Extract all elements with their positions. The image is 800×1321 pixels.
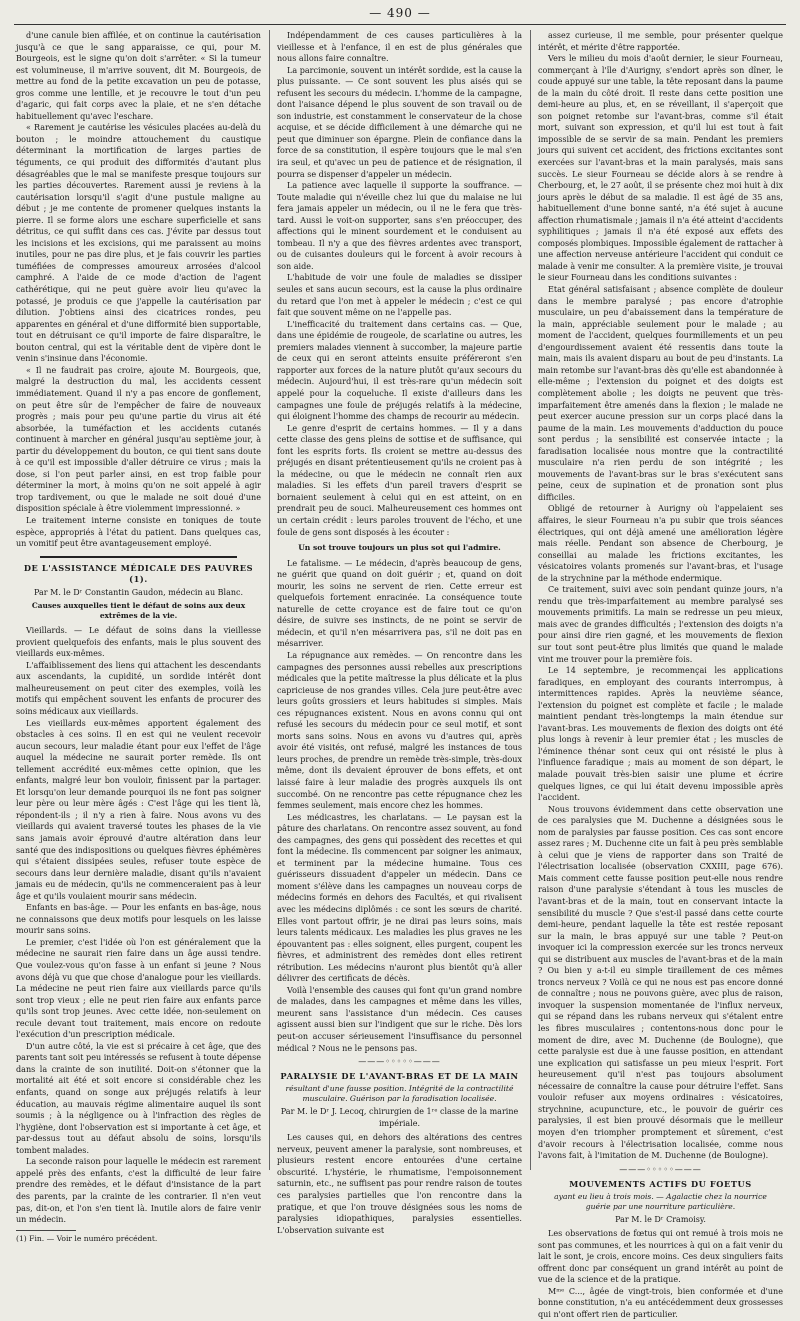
paragraph: L'affaiblissement des liens qui attachent les descendants aux ascendants, la cupidité, un sordide intérêt dont malheureusement on peut citer des exemples, voilà les motifs qui empêchent souvent les enfants de procurer des soins médicaux aux vieillards. [16,660,261,716]
paragraph: Les observations de fœtus qui ont remué à trois mois ne sont pas communes, et les nourrices à qui on a fait venir du lait le sont, je crois, encore moins. Ces deux singuliers faits offrent donc par conséquent un grand intérêt au point de vue de la science et de la pratique. [538,1229,783,1285]
paragraph: d'une canule bien affilée, et on continue la cautérisation jusqu'à ce que le sang apparaisse, ce qui, pour M. Bourgeois, est le signe qu'on doit s'arrêter. « Si la tumeur est volumineuse, il m'arrive souvent, dit M. Bourgeois, de mettre au fond de la petite excavation un peu de potasse, gros comme une lentille, et je recouvre le tout d'un peu d'agaric, qui fait corps avec la plaie, et ne s'en détache habituellement qu'avec l'eschare. [16,31,261,121]
paragraph: Enfants en bas-âge. — Pour les enfants en bas-âge, nous ne connaissons que deux motifs pour lesquels on les laisse mourir sans soins. [16,903,261,936]
paragraph: L'habitude de voir une foule de maladies se dissiper seules et sans aucun secours, est la cause la plus ordinaire du retard que l'on met à appeler le médecin ; c'est ce qui fait que souvent même on ne l'appelle pas. [277,273,522,318]
column-3 [538,30,783,1319]
paragraph: Vers le milieu du mois d'août dernier, le sieur Fourneau, commerçant à l'île d'Aurigny, s'endort après son dîner, le coude appuyé sur une table, la tête reposant dans la paume de la main du côté droit. Il reste dans cette position une demi-heure au plus, et, en se réveillant, il s'aperçoit que son poignet retombe sur l'avant-bras, comme s'il était mort, suivant son expression, et qu'il lui est tout à fait impossible de se servir de sa main. Pendant les premiers jours qui suivent cet accident, des frictions excitantes sont exercées sur l'avant-bras et la main paralysés, mais sans succès. Le sieur Fourneau se décide alors à se rendre à Cherbourg, et, le 27 août, il se présente chez moi huit à dix jours après le début de sa maladie. Il est âgé de 35 ans, habituellement d'une bonne santé, n'a été sujet à aucune affection rhumatismale ; jamais il n'a été atteint d'accidents syphilitiques ; jamais il n'a été exposé aux effets des composés plombiques. Impossible également de rattacher à une affection nerveuse antérieure l'accident qui conduit ce malade à venir me consulter. A la première visite, je trouvai le sieur Fourneau dans les conditions suivantes : [538,54,783,283]
paragraph: Voilà l'ensemble des causes qui font qu'un grand nombre de malades, dans les campagnes et même dans les villes, meurent sans l'assistance d'un médecin. Ces causes agissent aussi bien sur l'indigent que sur le riche. Dès lors peut-on accuser sérieusement l'insuffisance du personnel médical ? Nous ne le pensons pas. [277,985,522,1053]
column-divider [530,30,531,1170]
paragraph: La patience avec laquelle il supporte la souffrance. — Toute maladie qui n'éveille chez lui que du malaise ne lui fera jamais appeler un médecin, ou il ne le fera que très-tard. Aussi le voit-on supporter, sans s'en préoccuper, des affections qui le minent sourdement et le conduisent au tombeau. Il n'y a que des fièvres ardentes avec transport, ou de cuisantes douleurs qui le forcent à avoir recours à son aide. [277,181,522,271]
footnote: (1) Fin. — Voir le numéro précédent. [16,1233,158,1243]
paragraph: Les médicastres, les charlatans. — Le paysan est la pâture des charlatans. On rencontre assez souvent, au fond des campagnes, des gens qui possèdent des recettes et qui font la médecine. Ils commencent par soigner les animaux, et terminent par la médecine humaine. Tous ces guérisseurs dissuadent d'appeler un médecin. Dans ce moment s'élève dans les campagnes un nouveau corps de médecins formés en dehors des Facultés, et qui rivalisent avec les médecins diplômés : ce sont les sœurs de charité. Elles vont partout offrir, je ne dirai pas leurs soins, mais leurs talents médicaux. Les maladies les plus graves ne les épouvantent pas : elles soignent, elles purgent, coupent les fièvres, et administrent des remèdes dont elles retirent rétribution. Les médecins n'auront plus bientôt qu'à aller délivrer des certificats de décès. [277,812,522,984]
paragraph: Ce traitement, suivi avec soin pendant quinze jours, n'a rendu que très-imparfaitement au membre paralysé ses mouvements primitifs. La main se redresse un peu mieux, mais avec de grandes difficultés ; l'extension des doigts n'a pour ainsi dire rien gagné, et les mouvements de flexion sur tout sont peut-être plus limités que quand le malade vint me trouver pour la première fois. [538,585,783,664]
paragraph: Le genre d'esprit de certains hommes. — Il y a dans cette classe des gens pleins de sottise et de suffisance, qui font les esprits forts. Ils croient se mettre au-dessus des préjugés en disant prétentieusement qu'ils ne croient pas à la médecine, ou que le médecin ne connaît rien aux maladies. Si les effets d'un pareil travers d'esprit se bornaient seulement à celui qui en est atteint, on en prendrait peu de souci. Malheureusement ces hommes ont un certain crédit : leurs paroles trouvent de l'écho, et une foule de gens sont disposés à les écouter : [277,423,522,537]
header-rule [14,24,786,25]
paragraph: « Il ne faudrait pas croire, ajoute M. Bourgeois, que, malgré la destruction du mal, les accidents cessent immédiatement. Quand il n'y a pas encore de gonflement, on peut être sûr de l'empêcher de faire de nouveaux progrès ; mais pour peu qu'une partie du virus ait été absorbée, la tuméfaction et les accidents cutanés continuent à marcher en général jusqu'au septième jour, à partir du développement du bouton, ce qui tient sans doute à ce qu'il est impossible d'aller détruire ce virus ; mais la dose, si l'on peut parler ainsi, en est trop faible pour déterminer la mort, à moins qu'on ne soit appelé à agir trop tardivement, ou que le malade ne soit doué d'une disposition spéciale à être violemment impressionné. » [16,365,261,514]
paragraph: L'inefficacité du traitement dans certains cas. — Que, dans une épidémie de rougeole, de scarlatine ou autres, les premiers malades viennent à succomber, la majeure partie de ceux qui en seront atteints ensuite préféreront s'en rapporter aux forces de la nature plutôt qu'aux secours du médecin. Aujourd'hui, il est très-rare qu'un médecin soit appelé pour la coqueluche. Il existe d'ailleurs dans les campagnes une foule de préjugés relatifs à la médecine, qui éloignent l'homme des champs de recourir au médecin. [277,319,522,422]
section-rule [40,556,237,558]
article-title: DE L'ASSISTANCE MÉDICALE DES PAUVRES (1). [23,562,254,584]
paragraph: La répugnance aux remèdes. — On rencontre dans les campagnes des personnes aussi rebelles aux prescriptions médicales que la petite maîtresse la plus délicate et la plus capricieuse de nos grandes villes. Cela jure peut-être avec leurs goûts grossiers et leurs habitudes si simples. Mais ces répugnances existent. Nous en avons connu qui ont refusé les secours du médecin pour ce seul motif, et sont morts sans soins. Nous en avons vu d'autres qui, après avoir été visités, ont refusé, malgré les instances de tous leurs proches, de prendre un remède très-simple, très-doux même, dont ils devaient éprouver de bons effets, et ont laissé faire à leur maladie des progrès auxquels ils ont succombé. On ne rencontre pas cette répugnance chez les femmes seulement, mais encore chez les hommes. [277,650,522,811]
paragraph: Le premier, c'est l'idée où l'on est généralement que la médecine ne saurait rien faire dans un âge aussi tendre. Que voulez-vous qu'on fasse à un enfant si jeune ? Nous avons déjà vu que que chose d'analogue pour les vieillards. La médecine ne peut rien faire aux vieillards parce qu'ils sont trop vieux ; elle ne peut rien faire aux enfants parce qu'ils sont trop jeunes. Avec cette idée, non-seulement on recule devant tout traitement, mais encore on redoute l'exécution d'un prescription médicale. [16,937,261,1040]
paragraph: Vieillards. — Le défaut de soins dans la vieillesse provient quelquefois des enfants, mais le plus souvent des vieillards eux-mêmes. [16,626,261,659]
paragraph: Le fatalisme. — Le médecin, d'après beaucoup de gens, ne guérit que quand on doit guérir ; et, quand on doit mourir, les soins ne servent de rien. Cette erreur est quelquefois fortement enracinée. La conséquence toute naturelle de cette croyance est de faire tout ce qu'on désire, de suivre ses instincts, de ne point se servir de médecin, et qu'il n'en mésarrivera pas, s'il ne doit pas en mésarriver. [277,558,522,649]
ornamental-rule: ———◦◦◦◦◦——— [358,1057,441,1067]
footnote-rule [16,1230,76,1231]
article-subheading: Causes auxquelles tient le défaut de soins aux deux extrêmes de la vie. [31,601,246,621]
paragraph: Nous trouvons évidemment dans cette observation une de ces paralysies que M. Duchenne a désignées sous le nom de paralysies par fausse position. Ces cas sont encore assez rares ; M. Duchenne cite un fait à peu près semblable à celui que je viens de rapporter dans son Traité de l'électrisation localisée (observation CXXIII, page 676). Mais comment cette fausse position peut-elle nous rendre raison d'une paralysie s'étendant à tous les muscles de l'avant-bras et de la main, tout en conservant intacte la sensibilité du muscle ? Que s'est-il passé dans cette courte demi-heure, pendant laquelle la tête est restée reposant sur la main, le bras appuyé sur une table ? Peut-on invoquer ici la compression exercée sur les troncs nerveux qui se distribuent aux muscles de l'avant-bras et de la main ? Ou bien y a-t-il eu simple tiraillement de ces mêmes troncs nerveux ? Voilà ce qui ne nous est pas encore donné de connaître ; nous ne pouvons guère, avec plus de raison, invoquer la suspension momentanée de l'influx nerveux, qui se répand dans les rubans nerveux qui s'étalent entre les fibres musculaires ; contentons-nous donc pour le moment de dire, avec M. Duchenne (de Boulogne), que cette paralysie est due à une fausse position, en attendant une explication qui satisfasse un peu mieux l'esprit. Fort heureusement qu'il n'est pas toujours absolument nécessaire de connaître la cause pour détruire l'effet. Sans vouloir refuser aux moyens ordinaires : vésicatoires, strychnine, acupuncture, etc., le pouvoir de guérir ces paralysies, il est bien prouvé désormais que le meilleur moyen d'en triompher promptement et sûrement, c'est d'avoir recours à l'électrisation localisée, comme nous l'avons fait, à l'imitation de M. Duchenne (de Boulogne). [538,804,783,1161]
paragraph: Le 14 septembre, je recommençai les applications faradiques, en employant des courants interrompus, à intermittences rapides. Après la neuvième séance, l'extension du poignet est complète et facile ; le malade maintient pendant très-longtemps la main étendue sur l'avant-bras. Les mouvements de flexion des doigts ont été plus longs à revenir à leur premier état ; les muscles de l'éminence thénar sont ceux qui ont résisté le plus à l'influence faradique ; mais au moment de son départ, le malade pouvait très-bien saisir une plume et écrire quelques lignes, ce qui lui était devenu impossible après l'accident. [538,666,783,803]
paragraph: La seconde raison pour laquelle le médecin est rarement appelé près des enfants, c'est la difficulté de leur faire prendre des remèdes, et le défaut d'insistance de la part des parents, par la crainte de les contrarier. Il n'en veut pas, dit-on, et l'on s'en tient là. Inutile alors de faire venir un médecin. [16,1157,261,1225]
paragraph: D'un autre côté, la vie est si précaire à cet âge, que des parents tant soit peu intéressés se refusent à toute dépense dans la crainte de son inutilité. Doit-on s'étonner que la mortalité ait été et soit encore si considérable chez les enfants, quand on songe aux préjugés relatifs à leur éducation, au mauvais régime alimentaire auquel ils sont soumis ; à la négligence ou à l'infraction des règles de l'hygiène, dont l'observation est si importante à cet âge, et par-dessus tout au défaut absolu de soins, lorsqu'ils tombent malades. [16,1041,261,1155]
article-subtitle: résultant d'une fausse position. Intégrité de la contractilité musculaire. Guérison par la faradisation localisée. [285,1084,514,1104]
paragraph: Les vieillards eux-mêmes apportent également des obstacles à ces soins. Il en est qui ne veulent recevoir aucun secours, leur maladie étant pour eux l'effet de l'âge auquel la médecine ne saurait porter remède. Ils ont tellement accrédité eux-mêmes cette opinion, que les enfants, malgré leur bon vouloir, finissent par la partager. Et lorsqu'on leur demande pourquoi ils ne font pas soigner leur père ou leur mère âgés : C'est l'âge qui les tient là, répondent-ils ; il n'y a rien à faire. Nous avons vu des vieillards qui avaient traversé toutes les phases de la vie sans jamais avoir éprouvé d'autre altération dans leur santé que des indispositions ou quelques fièvres éphémères qui s'étaient dissipées seules, refuser toute espèce de secours dans leur dernière maladie, disant qu'ils n'avaient jamais eu de médecin, qu'ils ne commenceraient pas à leur âge et qu'ils voulaient mourir sans médecin. [16,718,261,901]
paragraph: Etat général satisfaisant ; absence complète de douleur dans le membre paralysé ; pas encore d'atrophie musculaire, un peu d'abaissement dans la température de la main, appréciable seulement pour le malade ; au moment de l'accident, quelques fourmillements et un peu d'engourdissement avaient été ressentis dans toute la main, mais ils avaient disparu au bout de peu d'instants. La main retombe sur l'avant-bras dès qu'elle est abandonnée à elle-même ; l'extension du poignet et des doigts est complètement abolie ; les doigts ne peuvent que très-imparfaitement être amenés dans la flexion ; le malade ne peut exercer aucune pression sur un corps placé dans la paume de la main. Les mouvements d'adduction du pouce sont perdus ; la sensibilité est conservée intacte ; la faradisation localisée nous montre que la contractilité musculaire n'a rien perdu de son intégrité ; les mouvements de l'avant-bras sur le bras s'exécutent sans peine, ceux de supination et de pronation sont plus difficiles. [538,285,783,502]
paragraph: Obligé de retourner à Aurigny où l'appelaient ses affaires, le sieur Fourneau n'a pu subir que trois séances électriques, qui ont déjà amené une amélioration légère mais réelle. Pendant son absence de Cherbourg, je conseillai au malade les frictions excitantes, les vésicatoires volants promenés sur l'avant-bras, et l'usage de la strychnine par la méthode endermique. [538,504,783,583]
article-author: Par M. le Dʳ Cramoisy. [615,1214,706,1224]
article-author: Par M. le Dʳ J. Lecoq, chirurgien de 1ʳᵉ classe de la marine impériale. [280,1107,519,1128]
paragraph: assez curieuse, il me semble, pour présenter quelque intérêt, et mérite d'être rapportée. [538,31,783,52]
article-title: MOUVEMENTS ACTIFS DU FOETUS [569,1178,752,1189]
paragraph: Indépendamment de ces causes particulières à la vieillesse et à l'enfance, il en est de plus générales que nous allons faire connaître. [277,31,522,64]
verse-quote: Un sot trouve toujours un plus sot qui l'admire. [298,543,501,553]
article-author: Par M. le Dʳ Constantin Gaudon, médecin au Blanc. [33,587,244,597]
page-number: — 490 — [369,6,431,20]
column-divider [269,30,270,1170]
paragraph: Mᵐᵉ C..., âgée de vingt-trois, bien conformée et d'une bonne constitution, n'a eu antécédemment deux grossesses qui n'ont offert rien de particulier. [538,1286,783,1319]
paragraph: La parcimonie, souvent un intérêt sordide, est la cause la plus puissante. — Ce sont souvent les plus aisés qui se refusent les secours du médecin. L'homme de la campagne, dont l'aisance dépend le plus souvent de son travail ou de son industrie, est constamment le conservateur de la chose acquise, et se décide difficilement à une démarche qui ne peut que diminuer son épargne. Plein de confiance dans la force de sa constitution, il espère toujours que le mal s'en ira seul, et qu'avec un peu de patience et de résignation, il pourra se dispenser d'appeler un médecin. [277,65,522,179]
article-title: PARALYSIE DE L'AVANT-BRAS ET DE LA MAIN [280,1071,519,1082]
ornamental-rule: ———◦◦◦◦◦——— [619,1164,702,1174]
column-1 [16,30,261,1243]
paragraph: Le traitement interne consiste en toniques de toute espèce, appropriés à l'état du patient. Dans quelques cas, un vomitif peut être avantageusement employé. [16,515,261,549]
paragraph: Les causes qui, en dehors des altérations des centres nerveux, peuvent amener la paralysie, sont nombreuses, et plusieurs restent encore entourées d'une certaine obscurité. L'hystérie, le rhumatisme, l'empoisonnement saturnin, etc., ne suffisent pas pour rendre raison de toutes ces paralysies partielles que l'on rencontre dans la pratique, et que l'on trouve désignées sous les noms de paralysies idiopathiques, paralysies essentielles. L'observation suivante est [277,1133,522,1235]
column-2 [277,30,522,1235]
article-subtitle: ayant eu lieu à trois mois. — Agalactie chez la nourrice guérie par une nourriture particulière. [554,1191,767,1211]
paragraph: « Rarement je cautérise les vésicules placées au-delà du bouton ; le moindre attouchement du caustique déterminant la mortification de larges parties de téguments, ce qui produit des difformités d'autant plus désagréables que le mal se manifeste presque toujours sur les parties découvertes. Rarement aussi je reviens à la cautérisation lorsqu'il s'agit d'une pustule maligne au début ; je me contente de promener quelques instants la pierre. Il se forme alors une eschare superficielle et sans détritus, ce qui suffit dans ces cas. J'évite par dessus tout les incisions et les excisions, qui me paraissent au moins inutiles, pour ne pas dire plus, et je fais couvrir les parties tuméfiées de compresses amoureux arrosées d'alcool camphré. A l'aide de ce mode d'action de l'agent cathérétique, qui ne peut guère avoir lieu qu'avec la potassé, je produis ce que j'appelle la cautérisation par dilution. J'obtiens ainsi des cicatrices rondes, peu apparentes en général et d'une difformité bien supportable, tout en détruisant ce qu'il importe de faire disparaître, le bouton central, qui est la véritable dent de vipère dont le venin s'insinue dans l'économie. [16,123,261,364]
